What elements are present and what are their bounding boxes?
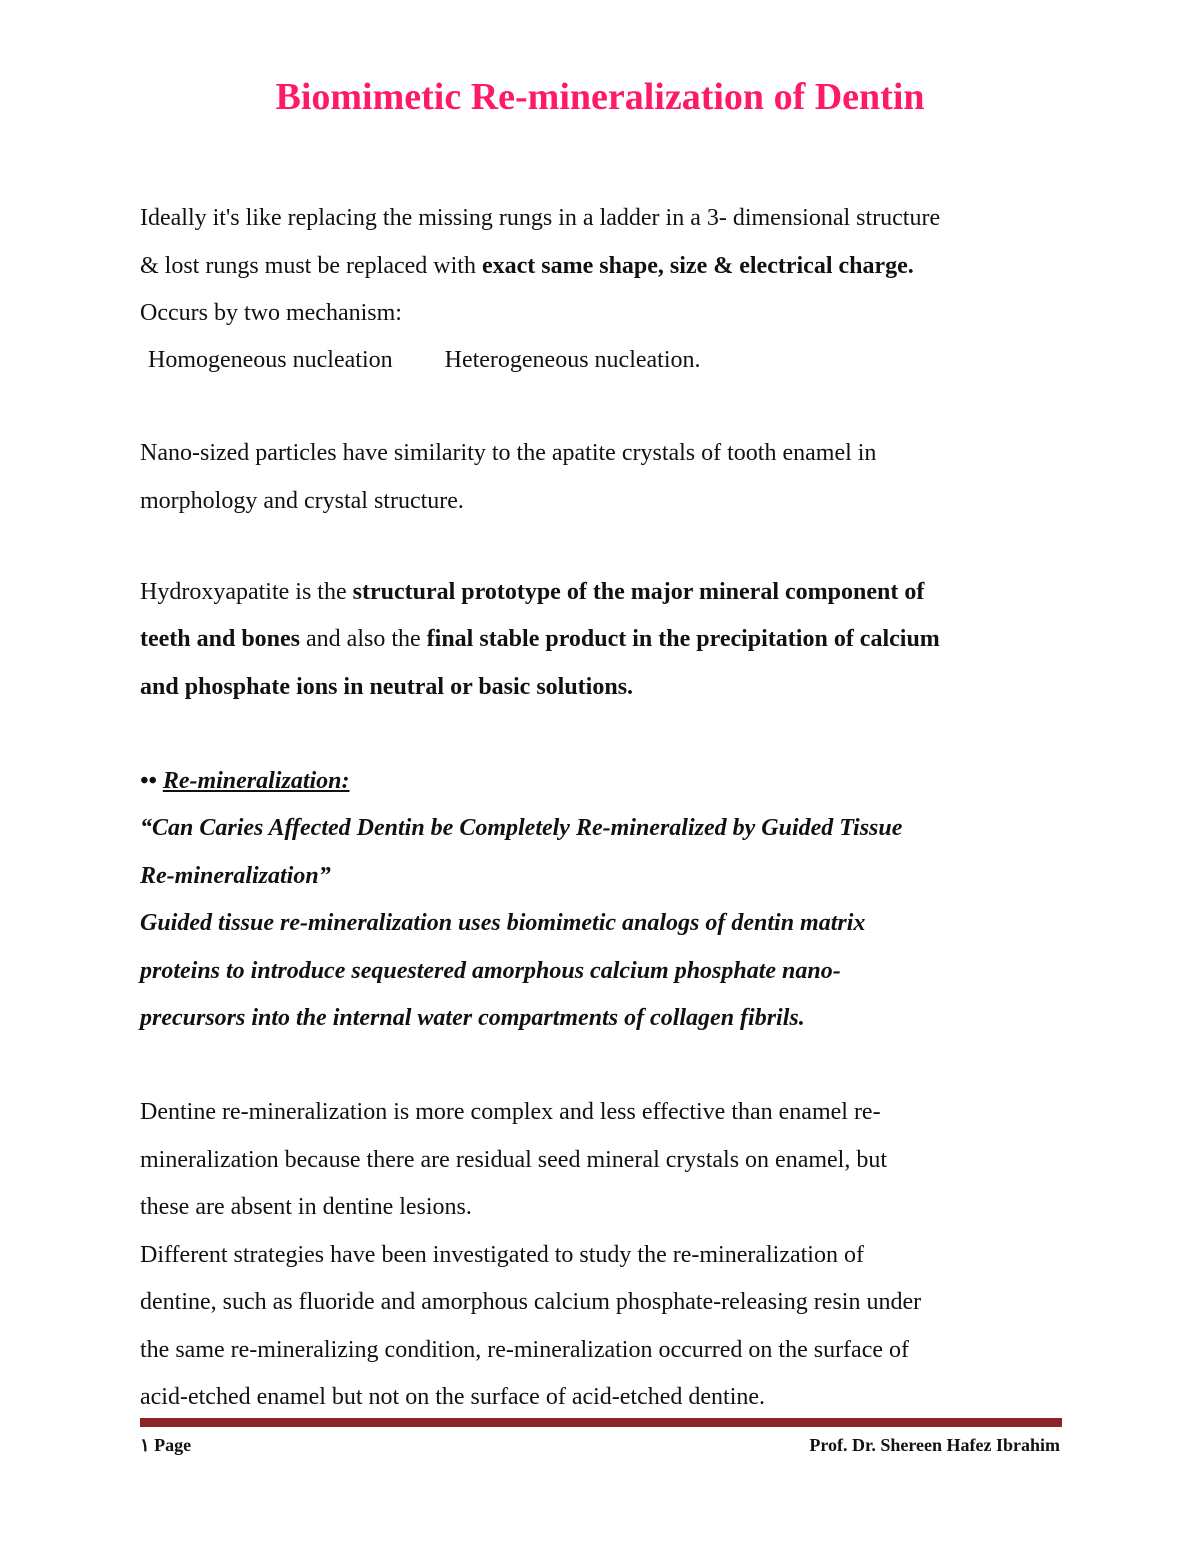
mechanism-line [148,345,701,375]
paragraph-line: Ideally it's like replacing the missing rungs in a ladder in a 3- dimensional structure [140,205,941,231]
section-heading [140,766,350,796]
footer-page [140,1432,191,1458]
paragraph-line: these are absent in dentine lesions. [140,1194,472,1220]
paragraph-line: Dentine re-mineralization is more complex and less effective than enamel re- [140,1099,881,1125]
text-run: & lost rungs must be replaced with [140,253,482,279]
italic-line: proteins to introduce sequestered amorphous calcium phosphate nano- [140,958,841,984]
paragraph-line [140,577,924,607]
text-run: and also the [300,626,427,652]
bold-text: structural prototype of the major mineral component of [352,579,925,605]
footer-rule [140,1418,1062,1427]
bold-text: teeth and bones [140,626,301,652]
bullet-icon: •• [140,768,163,794]
footer-author: Prof. Dr. Shereen Hafez Ibrahim [809,1435,1060,1455]
italic-line: Guided tissue re-mineralization uses biomimetic analogs of dentin matrix [140,910,866,936]
page-number: ١ [140,1435,150,1455]
text-run: Hydroxyapatite is the [140,579,353,605]
paragraph-line: Occurs by two mechanism: [140,300,402,326]
paragraph-line [140,251,914,281]
document-title: Biomimetic Re-mineralization of Dentin [275,76,925,118]
italic-line: precursors into the internal water compartments of collagen fibrils. [140,1005,805,1031]
bold-text: and phosphate ions in neutral or basic solutions. [140,674,634,700]
paragraph-line: Nano-sized particles have similarity to the apatite crystals of tooth enamel in [140,440,877,466]
paragraph-line [140,624,940,654]
mechanism-homogeneous: Homogeneous nucleation [148,347,393,373]
paragraph-line: dentine, such as fluoride and amorphous calcium phosphate-releasing resin under [140,1289,922,1315]
paragraph-line: Different strategies have been investigated to study the re-mineralization of [140,1242,864,1268]
mechanism-heterogeneous: Heterogeneous nucleation. [444,347,701,373]
paragraph-line: the same re-mineralizing condition, re-mineralization occurred on the surface of [140,1337,909,1363]
bold-text: exact same shape, size & electrical charge. [481,253,914,279]
paragraph-line: morphology and crystal structure. [140,488,464,514]
page-label: Page [154,1435,192,1455]
quote-line: “Can Caries Affected Dentin be Completely Re-mineralized by Guided Tissue [140,815,903,841]
paragraph-line: acid-etched enamel but not on the surface of acid-etched dentine. [140,1384,766,1410]
section-heading-text: Re-mineralization: [162,768,350,794]
bold-text: final stable product in the precipitation of calcium [426,626,940,652]
paragraph-line: mineralization because there are residual seed mineral crystals on enamel, but [140,1147,888,1173]
paragraph-line [140,672,633,702]
quote-line: Re-mineralization” [140,863,331,889]
